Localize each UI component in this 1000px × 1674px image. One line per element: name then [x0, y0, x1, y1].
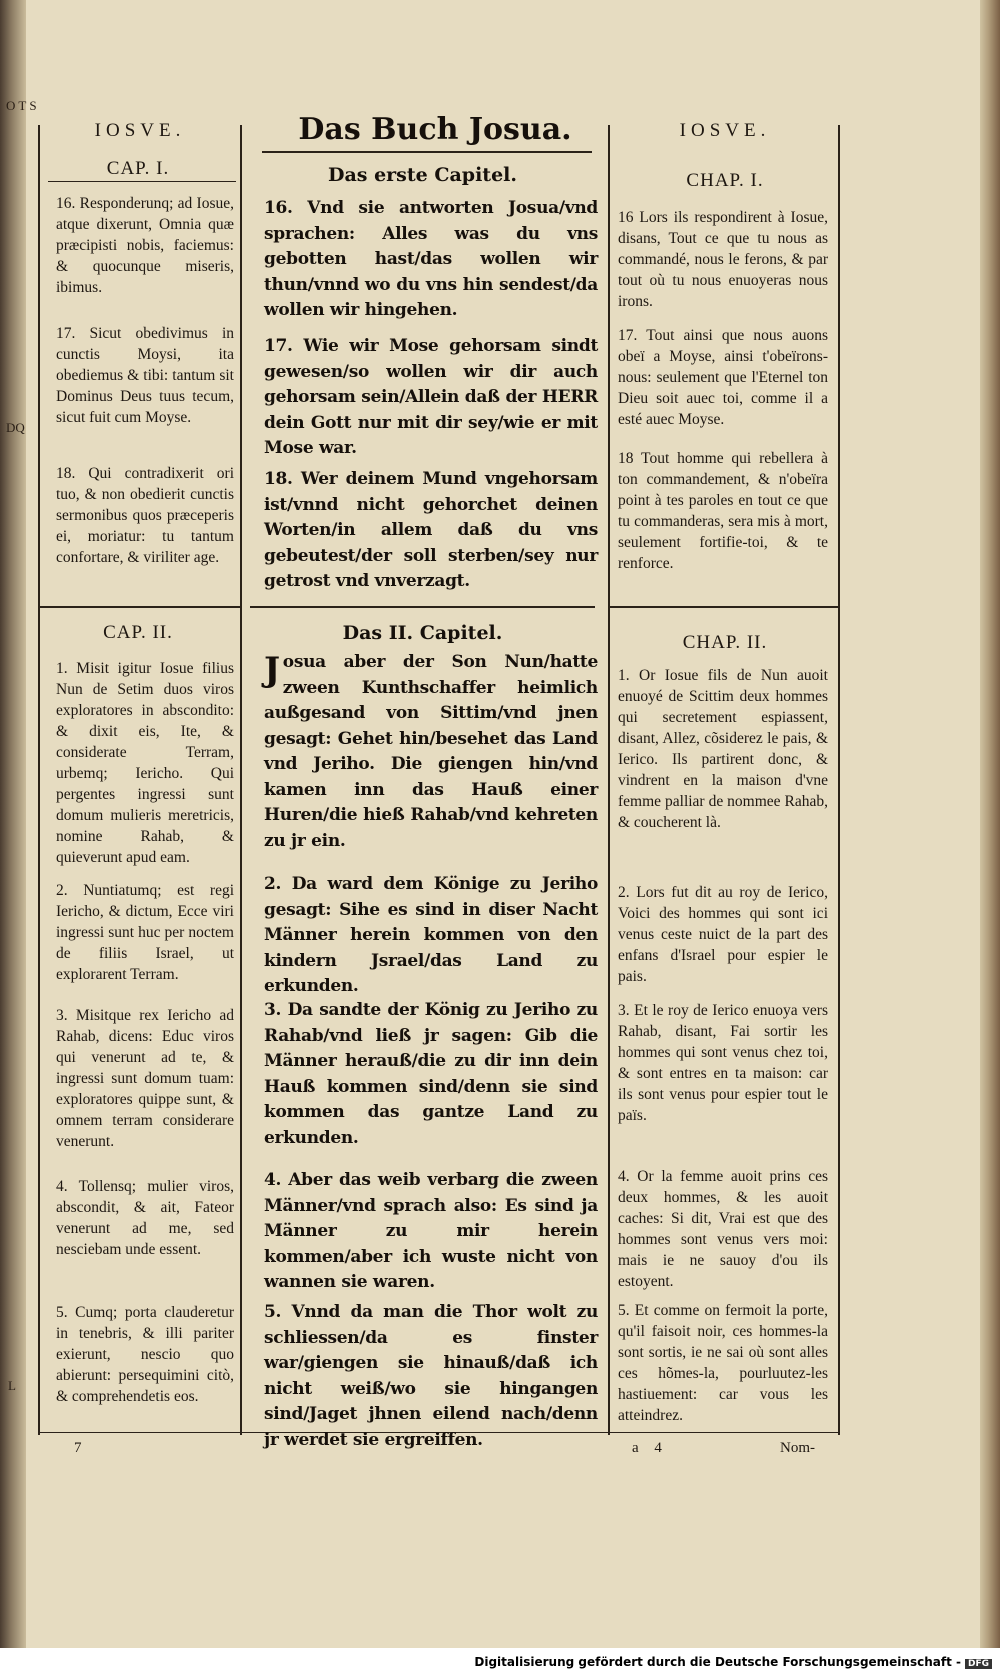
- german-verse: 2. Da ward dem Könige zu Jeriho gesagt: Sihe es sind in diser Nacht Männer herein kommen von den kindern Jsrael/das Land zu erkunden.: [264, 874, 598, 996]
- latin-verse: 17. Sicut obedivimus in cunctis Moysi, ita obediemus & tibi: tantum sit Dominus Deus tuus tecum, sicut fuit cum Moyse.: [56, 325, 234, 426]
- french-verse: 3. Et le roy de Ierico enuoya vers Rahab, disant, Fai sortir les hommes qui sont venus chez toi, & sont entres en ta maison: car ils sont venus pour espier tout le païs.: [618, 1002, 828, 1124]
- book-fore-edge: [980, 0, 1000, 1674]
- german-verse-text: osua aber der Son Nun/hatte zween Kunthschaffer heimlich außgesand von Sittim/vnd jnen gesagt: Gehet hin/besehet das Land vnd Jeriho. Die giengen hin/vnd kamen inn das Hauß einer Huren/die hieß Rahab/vnd kehreten zu jr ein.: [264, 652, 598, 851]
- signature-mark: a 4: [632, 1440, 668, 1456]
- margin-mark: DQ: [6, 420, 25, 435]
- section-divider-german: [250, 606, 595, 608]
- running-head-french: IOSVE.: [679, 120, 771, 141]
- german-verse: 3. Da sandte der König zu Jeriho zu Rahab/vnd ließ jr sagen: Gib die Männer herauß/die zu dir inn dein Hauß kommen sind/denn sie sind kommen das gantze Land zu erkunden.: [264, 1000, 598, 1148]
- german-verse: 16. Vnd sie antworten Josua/vnd sprachen: Alles was du vns gebotten hast/das wollen wir thun/vnnd wo du vns hin sendest/da wollen wir hingehen.: [264, 198, 598, 320]
- dfg-logo: DFG: [965, 1659, 992, 1669]
- digitization-credit: [0, 1648, 1000, 1674]
- chapter-heading-german: Das erste Capitel.: [327, 164, 517, 186]
- leaf-number: 7: [74, 1440, 82, 1456]
- section-divider-latin: [38, 606, 240, 608]
- german-verse: [264, 650, 598, 854]
- page-title: Das Buch Josua.: [298, 112, 572, 147]
- heading-rule: [48, 181, 236, 182]
- latin-verse: 2. Nuntiatumq; est regi Iericho, & dictum, Ecce viri ingressi sunt huc per noctem de filiis Israel, ut explorarent Terram.: [56, 882, 234, 983]
- column-rule-inner-right: [608, 125, 610, 1435]
- french-verse: 17. Tout ainsi que nous auons obeï a Moyse, ainsi t'obeïrons-nous: seulement que l'Eternel ton Dieu soit auec toi, comme il a esté auec Moyse.: [618, 327, 828, 428]
- french-verse: 4. Or la femme auoit prins ces deux hommes, & les auoit caches: Si dit, Vrai est que des hommes sont venus vers moi: mais ie ne sauoy d'ou ils estoyent.: [618, 1168, 828, 1290]
- german-verse: 18. Wer deinem Mund vngehorsam ist/vnnd nicht gehorchet deinen Worten/in allem daß du vns gebeutest/der soll sterben/sey nur getrost vnd vnverzagt.: [264, 469, 598, 591]
- chapter-heading-latin: CAP. I.: [106, 158, 170, 179]
- margin-mark: O T S: [6, 98, 37, 113]
- running-head-latin: IOSVE.: [94, 120, 186, 141]
- title-underline: [262, 151, 592, 153]
- digitization-note: Digitalisierung gefördert durch die Deutsche Forschungsgemeinschaft -: [474, 1655, 961, 1669]
- chapter-heading-french: CHAP. II.: [682, 632, 768, 653]
- margin-mark: L: [8, 1378, 16, 1393]
- chapter-heading-french: CHAP. I.: [686, 170, 764, 191]
- latin-verse: 3. Misitque rex Iericho ad Rahab, dicens: Educ viros qui venerunt ad te, & ingressi sunt domum tuam: exploratores quippe sunt, & omnem terram considerare venerunt.: [56, 1007, 234, 1150]
- latin-verse: 1. Misit igitur Iosue filius Nun de Setim duos viros exploratores in abscondito: & dixit eis, Ite, & considerate Terram, urbemq; Iericho. Qui pergentes ingressi sunt domum mulieris meretricis, nomine Rahab, & quieverunt apud eam.: [56, 660, 234, 866]
- latin-verse: 18. Qui contradixerit ori tuo, & non obedierit cunctis sermonibus quos præceperis ei, moriatur: tu tantum confortare, & viriliter age.: [56, 465, 234, 566]
- french-verse: 18 Tout homme qui rebellera à ton commandement, & n'obeïra point à tes paroles en tout ce que tu commanderas, sera mis à mort, seulement fortifie-toi, & te renforce.: [618, 450, 828, 572]
- column-rule-right: [838, 125, 840, 1435]
- french-verse: 16 Lors ils respondirent à Iosue, disans, Tout ce que tu nous as commandé, nous le ferons, & par tout où tu nous enuoyeras nous irons.: [618, 209, 828, 310]
- latin-verse: 4. Tollensq; mulier viros, abscondit, & ait, Fateor venerunt ad me, sed nesciebam unde essent.: [56, 1178, 234, 1258]
- drop-cap-initial: J: [264, 650, 280, 690]
- french-verse: 1. Or Iosue fils de Nun auoit enuoyé de Scittim deux hommes qui secretement espiassent, disant, Allez, cõsiderez le pais, & Ierico. Ils partirent donc, & vindrent en la maison d'vne femme palliar de nommee Rahab, & coucherent là.: [618, 667, 828, 831]
- french-verse: 2. Lors fut dit au roy de Ierico, Voici des hommes qui sont ici venus ceste nuict de la part des enfans d'Israel pour espier le pais.: [618, 884, 828, 985]
- latin-verse: 16. Responderunq; ad Iosue, atque dixerunt, Omnia quæ præcipisti nobis, faciemus: & quocunque miseris, ibimus.: [56, 195, 234, 296]
- german-verse: 4. Aber das weib verbarg die zween Männer/vnd sprach also: Es sind ja Männer zu mir herein kommen/aber ich wuste nicht von wannen sie waren.: [264, 1170, 598, 1292]
- column-rule-left: [38, 125, 40, 1435]
- chapter-heading-german: Das II. Capitel.: [342, 622, 503, 644]
- german-verse: 17. Wie wir Mose gehorsam sindt gewesen/so wollen wir dir auch gehorsam sein/Allein daß der HERR dein Gott nur mit dir sey/wie er mit Mose war.: [264, 336, 598, 458]
- catchword: Nom-: [780, 1440, 815, 1456]
- chapter-heading-latin: CAP. II.: [103, 622, 173, 643]
- section-divider-french: [608, 606, 840, 608]
- column-rule-inner-left: [240, 125, 242, 1435]
- german-verse: 5. Vnnd da man die Thor wolt zu schliessen/da es finster war/giengen sie hinauß/daß ich nicht weiß/wo sie hingangen sind/Jaget jhnen eilend nach/denn jr werdet sie ergreiffen.: [264, 1302, 598, 1450]
- latin-verse: 5. Cumq; porta clauderetur in tenebris, & illi pariter exierunt, nescio quo abierunt: persequimini citò, & comprehendetis eos.: [56, 1304, 234, 1405]
- french-verse: 5. Et comme on fermoit la porte, qu'il faisoit noir, ces hommes-la sont sortis, ie ne sai où sont alles ces hõmes-la, pourluutez-les hastiuement: car vous les atteindrez.: [618, 1302, 828, 1424]
